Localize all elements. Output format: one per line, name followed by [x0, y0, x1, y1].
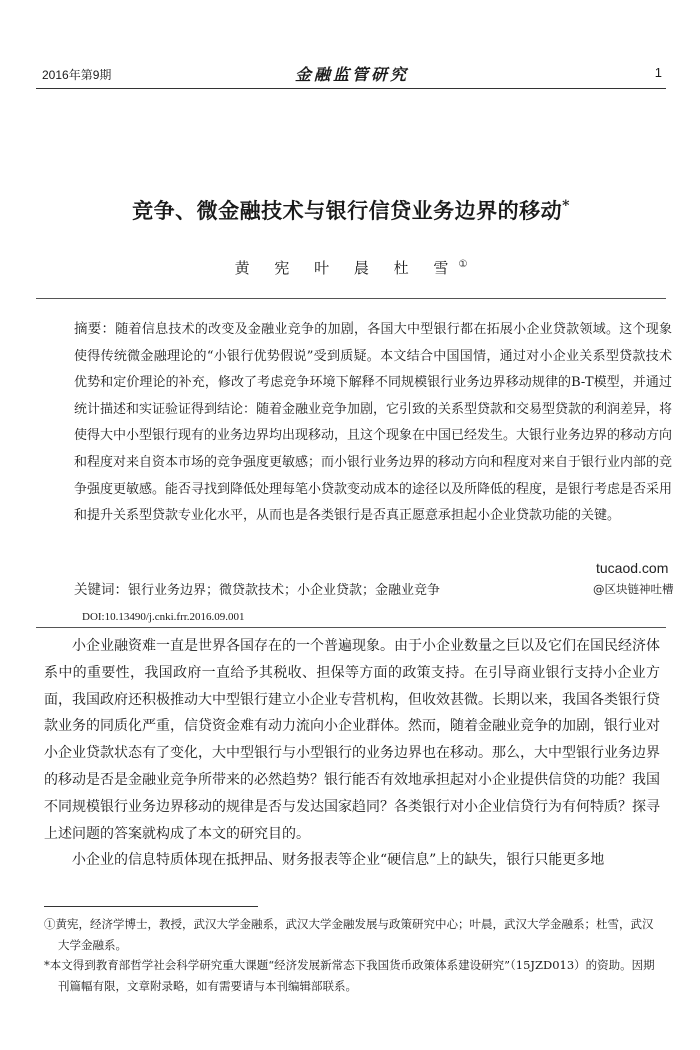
keywords [74, 578, 634, 603]
author-names: 黄 宪 叶 晨 杜 雪 [234, 259, 459, 277]
footnote-funding: *本文得到教育部哲学社会科学研究重大课题“经济发展新常态下我国货币政策体系建设研究”（15JZD013）的资助。因期刊篇幅有限，文章附录略，如有需要请与本刊编辑部联系。 [44, 958, 655, 993]
author-footnote-mark: ① [458, 259, 468, 270]
body-paragraph: 小企业融资难一直是世界各国存在的一个普遍现象。由于小企业数量之巨以及它们在国民经济体系中的重要性，我国政府一直给予其税收、担保等方面的政策支持。在引导商业银行支持小企业方面，我国政府还积极推动大中型银行建立小企业专营机构，但收效甚微。长期以来，我国各类银行贷款业务的同质化严重，信贷资金难有动力流向小企业群体。然而，随着金融业竞争的加剧，银行业对小企业贷款状态有了变化，大中型银行与小型银行的业务边界也在移动。那么，大中型银行业务边界的移动是否是金融业竞争所带来的必然趋势？银行能否有效地承担起对小企业提供信贷的功能？我国不同规模银行业务边界移动的规律是否与发达国家趋同？各类银行对小企业信贷行为有何特质？探寻上述问题的答案就构成了本文的研究目的。 [44, 638, 660, 842]
page-number: 1 [654, 65, 662, 80]
footnote-rule [44, 906, 258, 907]
article-body [44, 633, 660, 874]
abstract-label: 摘要： [74, 321, 116, 337]
watermark-handle: @区块链神吐槽 [593, 582, 674, 596]
keywords-label: 关键词： [74, 582, 128, 598]
watermark-site: tucaod.com [596, 560, 669, 576]
abstract [74, 316, 672, 530]
body-paragraph: 小企业的信息特质体现在抵押品、财务报表等企业“硬信息”上的缺失，银行只能更多地 [72, 852, 605, 869]
title-footnote-mark: * [562, 198, 570, 214]
footnotes [44, 914, 660, 996]
issue-label: 2016年第9期 [42, 68, 112, 82]
footnote-authors: ①黄宪，经济学博士，教授，武汉大学金融系，武汉大学金融发展与政策研究中心；叶晨，武汉大学金融系；杜雪，武汉大学金融系。 [44, 917, 654, 952]
abstract-top-rule [36, 298, 666, 299]
title-text: 竞争、微金融技术与银行信贷业务边界的移动 [132, 198, 563, 223]
journal-name: 金融监管研究 [294, 65, 409, 84]
doi: DOI:10.13490/j.cnki.frr.2016.09.001 [82, 611, 245, 623]
keywords-text: 银行业务边界；微贷款技术；小企业贷款；金融业竞争 [128, 583, 441, 598]
abstract-text: 随着信息技术的改变及金融业竞争的加剧，各国大中型银行都在拓展小企业贷款领域。这个现象使得传统微金融理论的“小银行优势假说”受到质疑。本文结合中国国情，通过对小企业关系型贷款技术优势和定价理论的补充，修改了考虑竞争环境下解释不同规模银行业务边界移动规律的B-T模型，并通过统计描述和实证验证得到结论：随着金融业竞争加剧，它引致的关系型贷款和交易型贷款的利润差异，将使得大中小型银行现有的业务边界均出现移动，且这个现象在中国已经发生。大银行业务边界的移动方向和程度对来自资本市场的竞争强度更敏感；而小银行业务边界的移动方向和程度对来自于银行业内部的竞争强度更敏感。能否寻找到降低处理每笔小贷款变动成本的途径以及所降低的程度，是银行考虑是否采用和提升关系型贷款专业化水平，从而也是各类银行是否真正愿意承担起小企业贷款功能的关键。 [74, 322, 673, 524]
article-title [36, 195, 666, 225]
abstract-bottom-rule [36, 627, 666, 628]
author-line [36, 257, 666, 278]
header-rule [36, 88, 666, 89]
page-header [42, 62, 662, 84]
